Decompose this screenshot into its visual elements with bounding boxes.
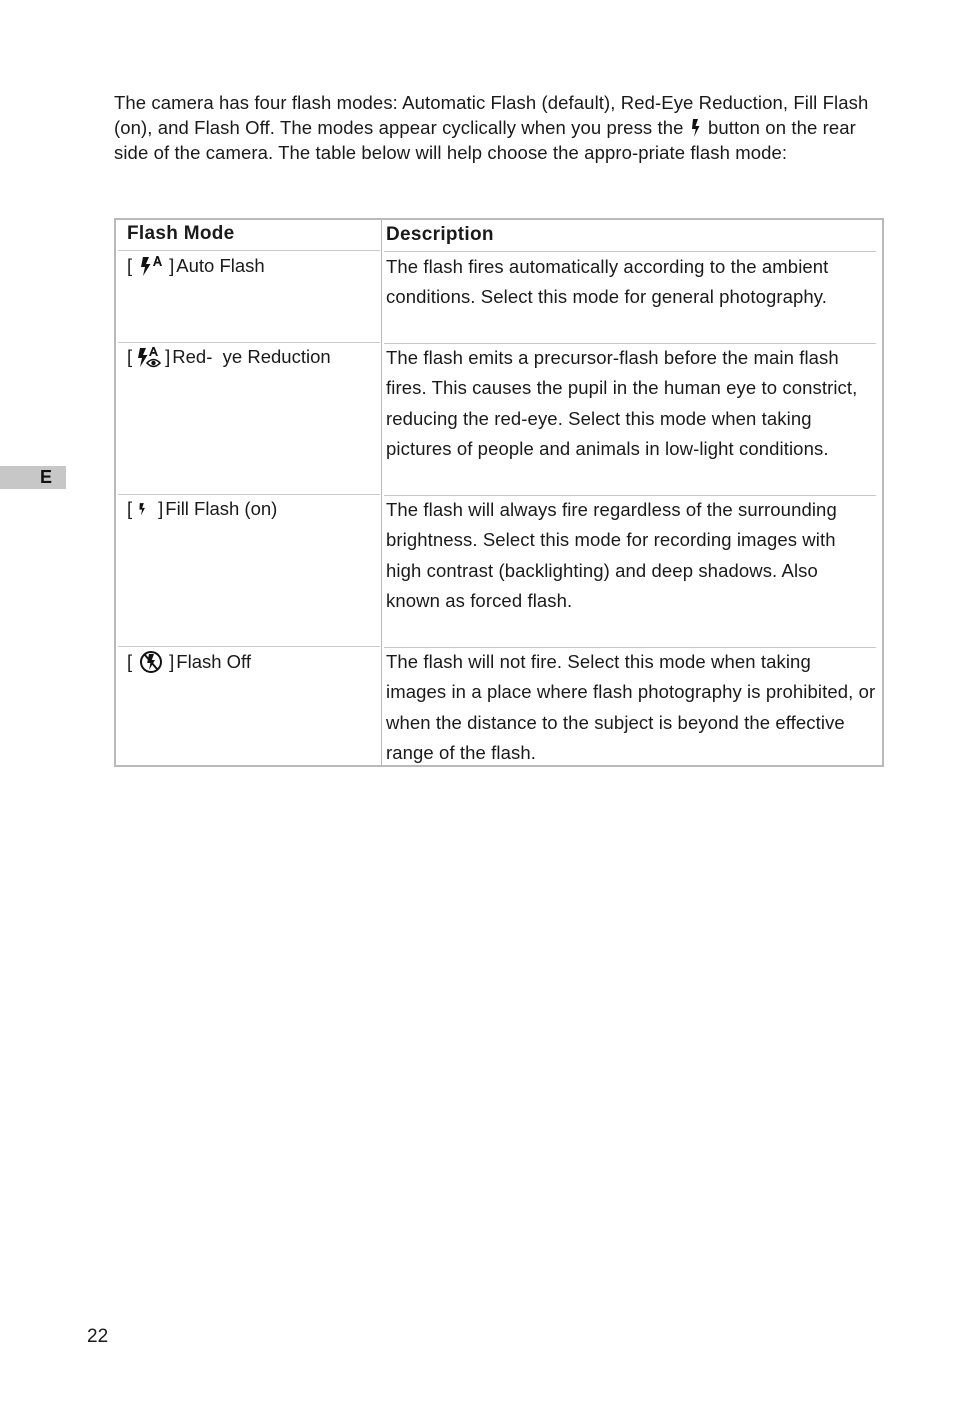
bracket-close: ] <box>169 255 175 276</box>
row-divider <box>118 646 380 647</box>
intro-paragraph <box>114 90 884 165</box>
auto-flash-icon <box>139 253 163 279</box>
description-red-eye-reduction: The flash emits a precursor-flash before the main flash fires. This causes the pupil in the human eye to constrict, reducing the red-eye. Select this mode when taking pictures of people and animals in low-light conditions. <box>386 347 858 459</box>
red-eye-reduction-icon <box>137 344 161 370</box>
mode-label-auto-flash: Auto Flash <box>176 255 265 276</box>
bracket-close: ] <box>165 346 171 367</box>
mode-cell-fill-flash <box>127 496 277 522</box>
mode-label-fill-flash: Fill Flash (on) <box>165 498 278 519</box>
intro-text-part1: The camera has four flash modes: Automatic Flash (default), Red-Eye Reduction, Fill Flash (on), and Flash Off. The modes appear cyclically when you press the <box>114 92 869 138</box>
mode-cell-red-eye-reduction <box>127 344 331 370</box>
mode-label-flash-off: Flash Off <box>176 651 251 672</box>
bracket-close: ] <box>169 651 175 672</box>
bracket-open: [ <box>127 651 133 672</box>
language-tab-letter: E <box>40 467 53 487</box>
bracket-open: [ <box>127 498 133 519</box>
header-flash-mode: Flash Mode <box>127 223 235 244</box>
row-divider <box>118 494 380 495</box>
bracket-open: [ <box>127 255 133 276</box>
flash-mode-table <box>114 218 884 767</box>
mode-cell-auto-flash <box>127 253 265 279</box>
bracket-close: ] <box>158 498 164 519</box>
flash-off-icon <box>139 649 163 675</box>
language-tab <box>0 466 66 489</box>
flash-icon <box>689 118 703 138</box>
bracket-open: [ <box>127 346 133 367</box>
row-divider <box>118 250 380 251</box>
description-auto-flash: The flash fires automatically according to the ambient conditions. Select this mode for general photography. <box>386 256 829 308</box>
intro-text-part2: button on the rear side of the camera. The table below will help choose the appro-priate flash mode: <box>114 117 856 163</box>
page-number: 22 <box>87 1326 109 1347</box>
row-divider <box>118 342 380 343</box>
mode-cell-flash-off <box>127 649 251 675</box>
mode-label-red-eye-reduction: Red- ye Reduction <box>172 346 331 367</box>
header-description: Description <box>386 224 494 245</box>
column-divider <box>381 220 382 765</box>
description-flash-off: The flash will not fire. Select this mode when taking images in a place where flash photography is prohibited, or when the distance to the subject is beyond the effective range of the flash. <box>386 651 876 763</box>
description-fill-flash: The flash will always fire regardless of the surrounding brightness. Select this mode for recording images with high contrast (backlighting) and deep shadows. Also known as forced flash. <box>386 499 837 611</box>
fill-flash-icon <box>138 496 152 522</box>
